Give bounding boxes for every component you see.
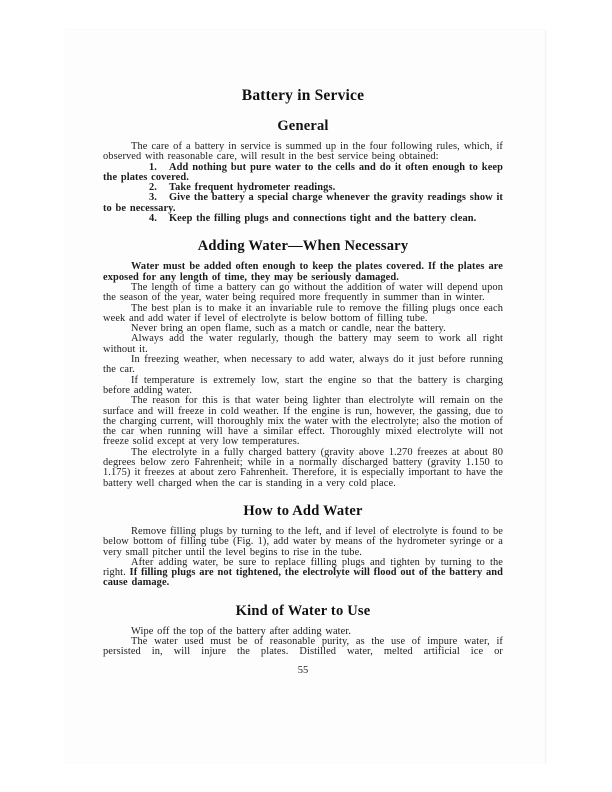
rule-number: 1. [149, 161, 157, 173]
kind-of-water-paragraph: Wipe off the top of the battery after adding water. [131, 625, 352, 637]
page-scan [66, 30, 546, 763]
adding-water-paragraph: If temperature is extremely low, start the engine so that the battery is charging before adding water. [103, 374, 503, 396]
how-to-add-intro-paragraph: Remove filling plugs by turning to the left, and if level of electrolyte is found to be below bottom of filling tube (Fig. 1), add water by means of the hydrometer syringe or a very small pitcher until the level begins to rise in the tube. [103, 525, 503, 558]
rule-item-1 [103, 163, 503, 184]
section-heading-kind-of-water: Kind of Water to Use [235, 602, 371, 619]
adding-water-paragraph: In freezing weather, when necessary to add water, always do it just before running the car. [103, 354, 503, 376]
how-to-add-replace-paragraph [103, 558, 503, 589]
adding-water-paragraph: Always add the water regularly, though the battery may seem to work all right without it. [103, 333, 503, 355]
adding-water-paragraph: The reason for this is that water being lighter than electrolyte will remain on the surface and will freeze in cold weather. If the engine is run, however, the gassing, due to the charging current, will thoroughly mix the water with the electrolyte; also the motion of the car when running will have a similar effect. Thoroughly mixed electrolyte will not freeze solid except at very low temperatures. [103, 395, 503, 448]
rule-text: Take frequent hydrometer readings. [169, 182, 336, 194]
rule-text: Add nothing but pure water to the cells and do it often enough to keep the plates covered. [103, 161, 503, 183]
section-heading-general: General [277, 118, 329, 134]
rule-item-3 [103, 193, 503, 214]
replace-bold-warning-text: If filling plugs are not tightened, the electrolyte will flood out of the battery and cause damage. [103, 567, 504, 589]
adding-water-paragraph: The best plan is to make it an invariable rule to remove the filling plugs once each week and add water if level of electrolyte is below bottom of filling tube. [103, 302, 503, 324]
section-heading-how-to-add-water: How to Add Water [243, 502, 363, 519]
rule-number: 2. [149, 182, 157, 194]
page-title: Battery in Service [241, 87, 365, 104]
replace-regular-text: After adding water, be sure to replace filling plugs and tighten by turning to the right. [103, 556, 503, 579]
rule-number: 3. [149, 192, 157, 204]
rule-item-4 [103, 214, 503, 224]
adding-water-paragraph: Never bring an open flame, such as a match or candle, near the battery. [131, 323, 446, 335]
adding-water-paragraph: The length of time a battery can go without the addition of water will depend upon the season of the year, water being required more frequently in summer than in winter. [103, 281, 503, 304]
section-how-to-add-water [103, 504, 503, 589]
rule-text: Give the battery a special charge whenever the gravity readings show it to be necessary. [103, 192, 503, 214]
section-general [103, 119, 503, 224]
adding-water-paragraph: The electrolyte in a fully charged battery (gravity above 1.270 freezes at about 80 degrees below zero Fahrenheit; while in a normally discharged battery (gravity 1.150 to 1.175) it freezes at about zero Fahrenheit. Therefore, it is especially important to have the battery well charged when the car is standing in a very cold place. [103, 446, 503, 489]
rule-text: Keep the filling plugs and connections tight and the battery clean. [169, 213, 477, 225]
section-kind-of-water [103, 604, 503, 658]
page-content [66, 30, 545, 676]
kind-of-water-paragraph: The water used must be of reasonable purity, as the use of impure water, if persisted in, will injure the plates. Distilled water, melted artificial ice or [103, 635, 503, 658]
rule-number: 4. [149, 213, 157, 225]
general-intro-paragraph: The care of a battery in service is summed up in the four following rules, which, if observed with reasonable care, will result in the best service being obtained: [103, 141, 503, 163]
section-heading-adding-water: Adding Water—When Necessary [197, 238, 409, 255]
section-adding-water [103, 239, 503, 489]
adding-water-lead-paragraph: Water must be added often enough to keep the plates covered. If the plates are exposed for any length of time, they may be seriously damaged. [103, 261, 503, 283]
page-number: 55 [297, 664, 309, 676]
